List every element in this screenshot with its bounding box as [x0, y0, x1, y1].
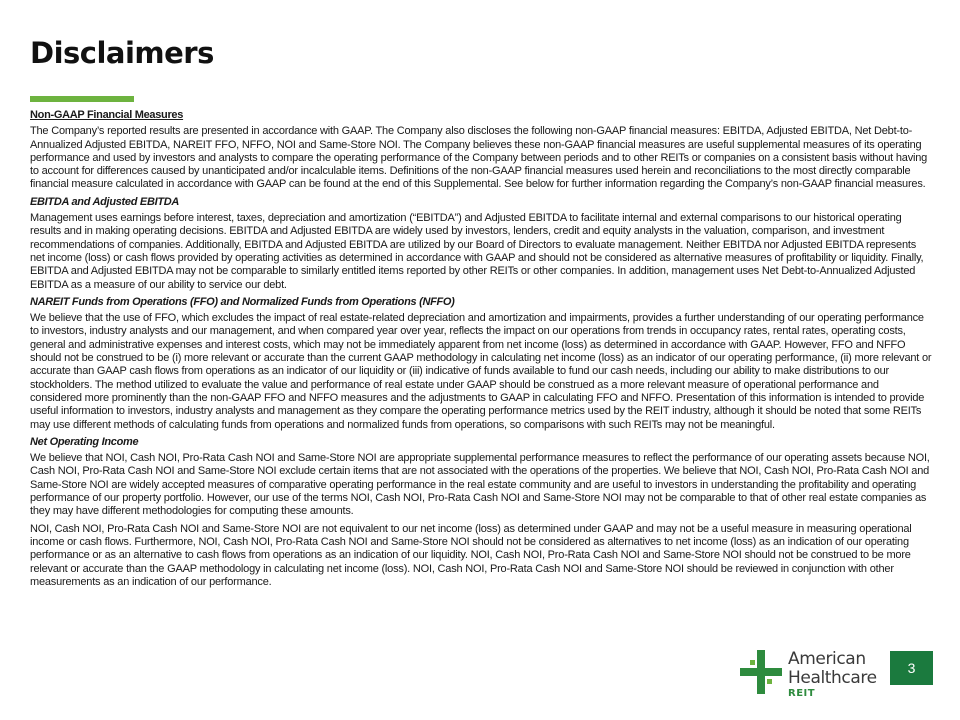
logo-sub: REIT [788, 688, 816, 699]
section-non-gaap [30, 109, 932, 192]
section-paragraph: We believe that the use of FFO, which excludes the impact of real estate-related depreciation and amortization and impairments, provides a further understanding of our operating performance to investors, industry analysts and our management, and when compared year over year, reflects the impact on our operations from trends in occupancy rates, rental rates, operating costs, general and administrative expenses and interest costs, which may not be immediately apparent from net income (loss) as determined in accordance with GAAP. However, FFO and NFFO should not be construed to be (i) more relevant or accurate than the current GAAP methodology in calculating net income (loss) as an indicator of our operating performance, (ii) more relevant or accurate than GAAP cash flows from operations as an indicator of our liquidity or (iii) indicative of funds available to fund our cash needs, including our ability to make distributions to our stockholders. The method utilized to evaluate the value and performance of real estate under GAAP should be construed as a more relevant measure of operational performance and considered more prominently than the non-GAAP FFO and NFFO measures and the adjustments to GAAP in calculating FFO and NFFO. Presentation of this information is intended to provide useful information to investors, industry analysts and management as they compare the operating performance metrics used by the REIT industry, although it should be noted that some REITs may use different methods of calculating funds from operations and normalized funds from operations, so comparisons with such REITs may not be meaningful. [30, 312, 932, 431]
section-ebitda [30, 196, 932, 292]
page-title: Disclaimers [30, 36, 214, 70]
section-paragraph: Management uses earnings before interest, taxes, depreciation and amortization (“EBITDA”) and Adjusted EBITDA to facilitate internal and external comparisons to our historical operating results and in making operating decisions. EBITDA and Adjusted EBITDA are widely used by investors, lenders, credit and equity analysts in the valuation, comparison, and investment recommendations of companies. Additionally, EBITDA and Adjusted EBITDA are utilized by our Board of Directors to evaluate management. Neither EBITDA nor Adjusted EBITDA represents net income (loss) or cash flows provided by operating activities as determined in accordance with GAAP and should not be considered as alternative measures of profitability or liquidity. Finally, EBITDA and Adjusted EBITDA may not be comparable to similarly entitled items reported by other REITs or other companies. In addition, management uses Net Debt-to-Annualized Adjusted EBITDA as a measure of our ability to service our debt. [30, 212, 924, 291]
section-heading: NAREIT Funds from Operations (FFO) and Normalized Funds from Operations (NFFO) [30, 295, 455, 308]
logo-line-2: Healthcare [788, 668, 877, 688]
section-ffo [30, 296, 932, 432]
title-accent-bar [30, 96, 134, 102]
disclaimer-content [30, 109, 932, 593]
section-paragraph: We believe that NOI, Cash NOI, Pro-Rata Cash NOI and Same-Store NOI are appropriate supplemental performance measures to reflect the performance of our operating assets because NOI, Cash NOI, Pro-Rata Cash NOI and Same-Store NOI exclude certain items that are not associated with the operations of the properties. We believe that NOI, Cash NOI, Pro-Rata Cash NOI and Same-Store NOI are widely accepted measures of comparative operating performance in the real estate community and are useful to investors in understanding the profitability and operating performance of our property portfolio. However, our use of the terms NOI, Cash NOI, Pro-Rata Cash NOI and Same-Store NOI may not be comparable to that of other real estate companies as they may have different methodologies for computing these amounts. [30, 452, 930, 518]
section-heading: Net Operating Income [30, 435, 139, 448]
page-number-badge: 3 [890, 651, 933, 685]
section-heading: Non-GAAP Financial Measures [30, 109, 184, 121]
section-heading: EBITDA and Adjusted EBITDA [30, 195, 180, 208]
logo-wordmark [788, 650, 877, 700]
section-noi [30, 436, 932, 589]
cross-plus-logo-icon [740, 650, 782, 694]
section-paragraph: The Company’s reported results are presented in accordance with GAAP. The Company also discloses the following non-GAAP financial measures: EBITDA, Adjusted EBITDA, Net Debt-to-Annualized Adjusted EBITDA, NAREIT FFO, NFFO, NOI and Same-Store NOI. The Company believes these non-GAAP financial measures are useful supplemental measures of its operating performance and used by investors and analysts to compare the operating performance of the Company between periods and to other REITs or companies on a consistent basis without having to account for differences caused by unanticipated and/or incalculable items. Definitions of the non-GAAP financial measures used herein and reconciliations to the most directly comparable financial measure calculated in accordance with GAAP can be found at the end of this Supplemental. See below for further information regarding the Company’s non-GAAP financial measures. [30, 125, 928, 191]
section-paragraph: NOI, Cash NOI, Pro-Rata Cash NOI and Same-Store NOI are not equivalent to our net income (loss) as determined under GAAP and may not be a useful measure in measuring operational income or cash flows. Furthermore, NOI, Cash NOI, Pro-Rata Cash NOI and Same-Store NOI should not be considered as alternatives to net income (loss) as an indication of our operating performance or as an alternative to cash flows from operations as an indication of our liquidity. NOI, Cash NOI, Pro-Rata Cash NOI and Same-Store NOI should not be construed to be more relevant or accurate than the GAAP methodology in calculating net income (loss). NOI, Cash NOI, Pro-Rata Cash NOI and Same-Store NOI should be reviewed in conjunction with other measurements as an indication of our performance. [30, 522, 912, 588]
logo-line-1: American [788, 649, 866, 669]
company-logo [740, 650, 880, 702]
